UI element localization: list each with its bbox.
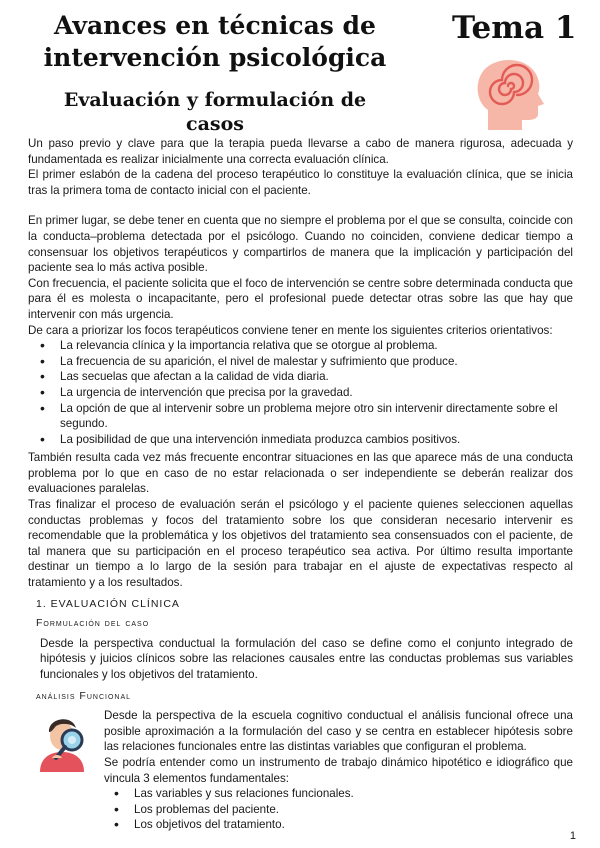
paragraph: Con frecuencia, el paciente solicita que el foco de intervención se centre sobre determinada conducta que para él es molesta o incapacitante, pero el profesional puede detectar otras sobre las que hay que intervenir con más urgencia. <box>28 276 573 321</box>
list-item: • La frecuencia de su aparición, el nivel de malestar y sufrimiento que produce. <box>52 354 573 370</box>
list-item: • La urgencia de intervención que precisa por la gravedad. <box>52 385 573 401</box>
list-item: • Las secuelas que afectan a la calidad de vida diaria. <box>52 369 573 385</box>
title-line-1: Avances en técnicas de <box>54 11 376 40</box>
content <box>28 136 573 833</box>
magnifier-person-icon <box>32 710 94 772</box>
subtitle: Evaluación y formulación de casos <box>63 89 367 135</box>
page-number: 1 <box>569 830 576 842</box>
paragraph: El primer eslabón de la cadena del proceso terapéutico lo constituye la evaluación clínica, que se inicia tras la primera toma de contacto inicial con el paciente. <box>28 168 573 197</box>
list-item: • La relevancia clínica y la importancia relativa que se otorgue al problema. <box>52 338 573 354</box>
paragraph: En primer lugar, se debe tener en cuenta que no siempre el problema por el que se consulta, coincide con la conducta–problema detectada por el psicólogo. Cuando no coinciden, conviene dedicar tiempo a consensuar los objetivos terapéuticos y compartirlos de manera que la implicación y participación del paciente sea lo más activa posible. <box>28 214 573 275</box>
paragraph: Un paso previo y clave para que la terapia pueda llevarse a cabo de manera rigurosa, adecuada y fundamentada es realizar inicialmente una correcta evaluación clínica. <box>28 137 573 166</box>
paragraph: De cara a priorizar los focos terapéuticos conviene tener en mente los siguientes criterios orientativos: <box>28 323 553 337</box>
title-line-2: intervención psicológica <box>43 43 387 72</box>
list-item: • La opción de que al intervenir sobre un problema mejore otro sin intervenir directamente sobre el segundo. <box>52 401 573 432</box>
paragraph: También resulta cada vez más frecuente encontrar situaciones en las que aparece más de una conducta problema por lo que en caso de no estar relacionada o ser independiente se deberán realizar dos evaluaciones paralelas. <box>28 451 573 496</box>
list-item: • Los problemas del paciente. <box>126 802 573 818</box>
analisis-funcional-block <box>28 708 573 833</box>
paragraph: Se podría entender como un instrumento de trabajo dinámico hipotético e idiográfico que vincula 3 elementos fundamentales: <box>104 755 573 785</box>
subsection-title: análisis Funcional <box>36 689 132 702</box>
spiral-head-icon <box>468 52 548 132</box>
criterios-list <box>28 338 573 447</box>
paragraph: Desde la perspectiva conductual la formulación del caso se define como el conjunto integrado de hipótesis y juicios clínicos sobre las relaciones causales entre las conductas problemas sus variables funcionales y los objetivos del tratamiento. <box>40 636 573 681</box>
list-item: • Los objetivos del tratamiento. <box>126 817 573 833</box>
elementos-list <box>28 786 573 833</box>
subsection-title: Formulación del caso <box>36 617 150 630</box>
title-block <box>40 10 390 136</box>
tema-label: Tema 1 <box>452 10 577 46</box>
paragraph: Tras finalizar el proceso de evaluación serán el psicólogo y el paciente quienes seleccionen aquellas conductas problemas y focos del tratamiento sobre los que consideran necesario intervenir es recomendable que la problemática y los objetivos del tratamiento sea consensuados con el paciente, de tal manera que su participación en el proceso terapéutico sea activa. Por último resulta importante destinar un tiempo a lo largo de la sesión para trabajar en el ajuste de expectativas respecto al tratamiento y a los resultados. <box>28 498 573 590</box>
list-item: • Las variables y sus relaciones funcionales. <box>126 786 573 802</box>
list-item: • La posibilidad de que una intervención inmediata produzca cambios positivos. <box>52 432 573 448</box>
section-title: 1. EVALUACIÓN CLÍNICA <box>36 597 180 610</box>
paragraph: Desde la perspectiva de la escuela cognitivo conductual el análisis funcional ofrece una posible aproximación a la formulación del caso y se centra en establecer hipótesis sobre las relaciones funcionales entre las distintas variables que configuran el problema. <box>104 709 573 754</box>
